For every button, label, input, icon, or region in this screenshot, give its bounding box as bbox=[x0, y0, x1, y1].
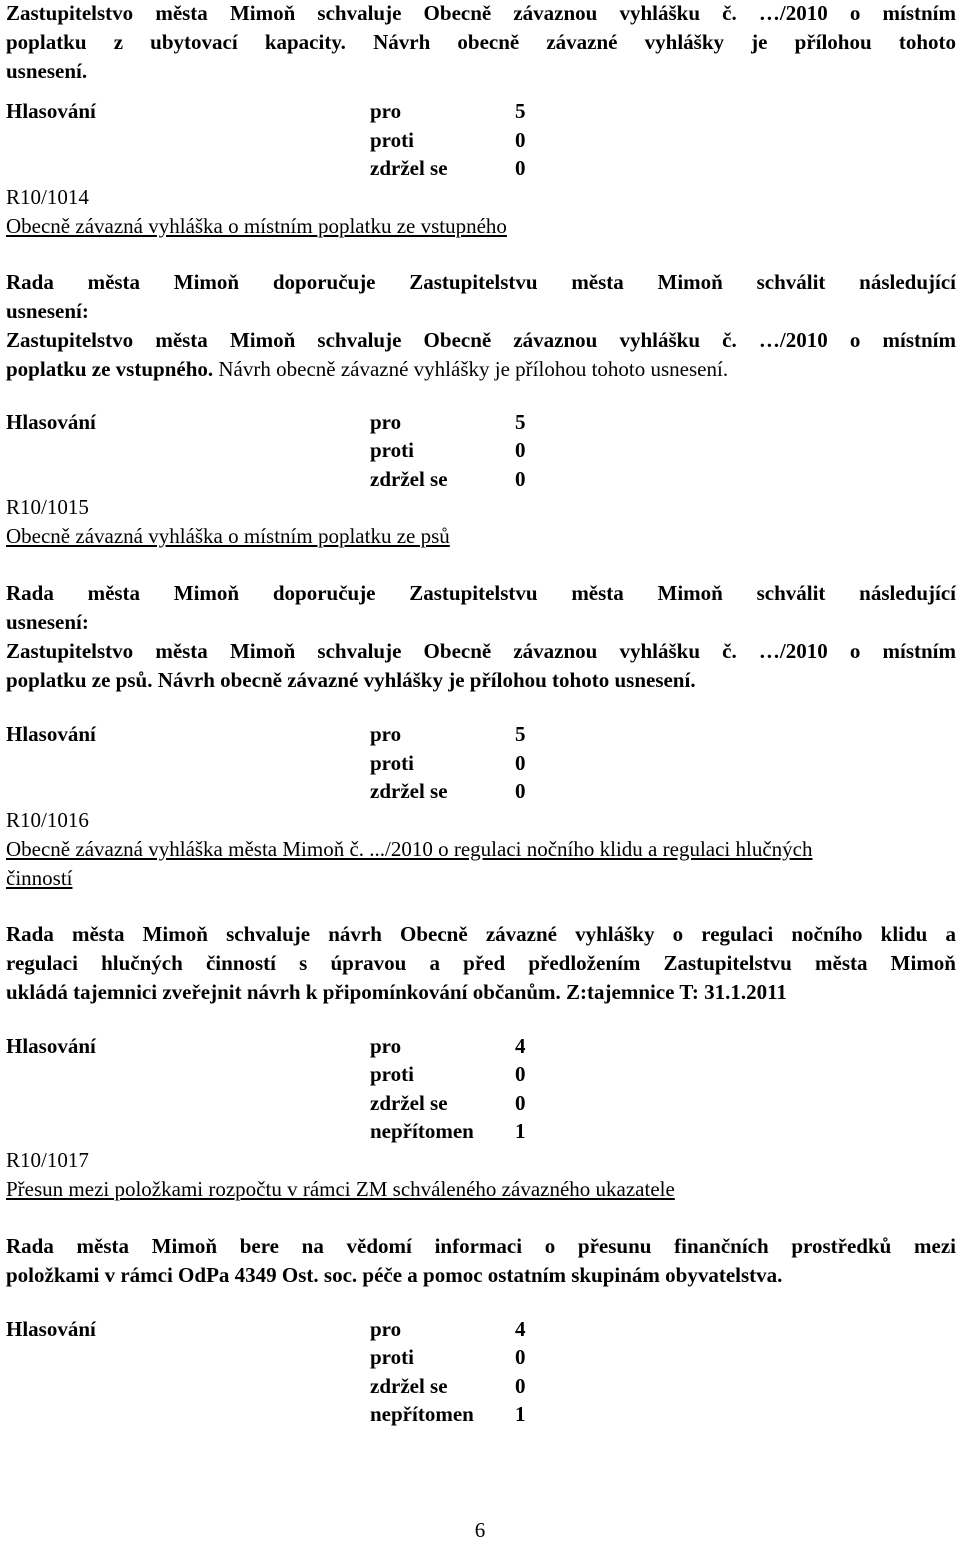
vote-key-pro: pro bbox=[370, 722, 402, 746]
vote-row-nepritomen bbox=[6, 1400, 956, 1429]
vote-value-proti: 0 bbox=[515, 1345, 526, 1369]
resolution-text-line-4: poplatku ze psů. Návrh obecně závazné vyhlášky je přílohou tohoto usnesení. bbox=[6, 668, 696, 692]
resolution-text-line-1: Rada města Mimoň schvaluje návrh Obecně závazné vyhlášky o regulaci nočního klidu a bbox=[6, 921, 956, 946]
resolution-text-line-1: Rada města Mimoň bere na vědomí informaci o přesunu finančních prostředků mezi bbox=[6, 1233, 956, 1258]
resolution-number: R10/1017 bbox=[6, 1147, 89, 1172]
resolution-number: R10/1014 bbox=[6, 184, 89, 209]
vote-heading: Hlasování bbox=[6, 99, 96, 123]
vote-key-nepritomen: nepřítomen bbox=[370, 1119, 474, 1143]
vote-value-proti: 0 bbox=[515, 1062, 526, 1086]
vote-heading: Hlasování bbox=[6, 1316, 96, 1341]
vote-row-proti bbox=[6, 126, 956, 155]
intro-line-3: usnesení. bbox=[6, 59, 88, 83]
vote-key-zdrzel: zdržel se bbox=[370, 466, 448, 491]
resolution-title-line-1: Obecně závazná vyhláška města Mimoň č. .../2010 o regulaci nočního klidu a regulaci hlučných bbox=[6, 836, 813, 861]
vote-row-proti bbox=[6, 436, 956, 465]
vote-block-1 bbox=[6, 97, 956, 183]
resolution-title-line-2: činností bbox=[6, 865, 73, 890]
resolution-text-line-2: položkami v rámci OdPa 4349 Ost. soc. péče a pomoc ostatním skupinám obyvatelstva. bbox=[6, 1262, 783, 1287]
vote-block-5 bbox=[6, 1315, 956, 1429]
resolution-text-line-4 bbox=[6, 355, 956, 384]
resolution-r1017 bbox=[6, 1146, 956, 1290]
vote-row-proti bbox=[6, 749, 956, 778]
resolution-text-line-3: Zastupitelstvo města Mimoň schvaluje Obecně závaznou vyhlášku č. …/2010 o místním bbox=[6, 639, 956, 663]
resolution-text-line-2: usnesení: bbox=[6, 610, 89, 634]
resolution-number: R10/1016 bbox=[6, 807, 89, 832]
vote-row-nepritomen bbox=[6, 1117, 956, 1146]
vote-value-zdrzel: 0 bbox=[515, 1373, 526, 1398]
resolution-text-line-3: ukládá tajemnici zveřejnit návrh k připomínkování občanům. Z:tajemnice T: 31.1.2011 bbox=[6, 979, 787, 1004]
resolution-text-line-4-rest: Návrh obecně závazné vyhlášky je přílohou tohoto usnesení. bbox=[213, 356, 729, 381]
resolution-text-line-3: Zastupitelstvo města Mimoň schvaluje Obecně závaznou vyhlášku č. …/2010 o místním bbox=[6, 327, 956, 352]
vote-value-pro: 5 bbox=[515, 409, 526, 434]
vote-row-proti bbox=[6, 1060, 956, 1089]
vote-key-proti: proti bbox=[370, 127, 414, 152]
vote-value-pro: 4 bbox=[515, 1316, 526, 1341]
resolution-r1016 bbox=[6, 806, 956, 1007]
intro-line-2: poplatku z ubytovací kapacity. Návrh obecně závazné vyhlášky je přílohou tohoto bbox=[6, 30, 956, 54]
vote-key-proti: proti bbox=[370, 438, 414, 462]
vote-row-zdrzel bbox=[6, 1089, 956, 1118]
vote-row-zdrzel bbox=[6, 465, 956, 494]
vote-key-pro: pro bbox=[370, 1033, 402, 1058]
resolution-text-line-1: Rada města Mimoň doporučuje Zastupitelstvu města Mimoň schválit následující bbox=[6, 269, 956, 294]
vote-heading: Hlasování bbox=[6, 722, 96, 746]
vote-row-zdrzel bbox=[6, 1372, 956, 1401]
resolution-text-line-1: Rada města Mimoň doporučuje Zastupitelstvu města Mimoň schválit následující bbox=[6, 581, 956, 605]
vote-value-pro: 5 bbox=[515, 99, 526, 123]
vote-value-proti: 0 bbox=[515, 750, 526, 775]
vote-key-proti: proti bbox=[370, 750, 414, 775]
vote-value-zdrzel: 0 bbox=[515, 466, 526, 491]
vote-key-pro: pro bbox=[370, 1316, 402, 1341]
vote-value-zdrzel: 0 bbox=[515, 156, 526, 180]
resolution-text-line-2: usnesení: bbox=[6, 298, 89, 323]
vote-key-pro: pro bbox=[370, 99, 402, 123]
document-page bbox=[6, 0, 956, 1429]
vote-row-pro bbox=[6, 1315, 956, 1344]
intro-line-1: Zastupitelstvo města Mimoň schvaluje Obecně závaznou vyhlášku č. …/2010 o místním bbox=[6, 1, 956, 25]
vote-row-pro bbox=[6, 97, 956, 126]
vote-row-proti bbox=[6, 1343, 956, 1372]
vote-key-zdrzel: zdržel se bbox=[370, 156, 448, 180]
vote-block-4 bbox=[6, 1032, 956, 1146]
vote-key-pro: pro bbox=[370, 409, 402, 434]
vote-key-zdrzel: zdržel se bbox=[370, 1090, 448, 1115]
vote-value-nepritomen: 1 bbox=[515, 1119, 526, 1143]
vote-row-zdrzel bbox=[6, 777, 956, 806]
resolution-r1015 bbox=[6, 493, 956, 695]
vote-block-3 bbox=[6, 720, 956, 806]
vote-value-zdrzel: 0 bbox=[515, 1090, 526, 1115]
vote-row-zdrzel bbox=[6, 154, 956, 183]
vote-block-2 bbox=[6, 408, 956, 494]
vote-row-pro bbox=[6, 408, 956, 437]
page-number: 6 bbox=[474, 1518, 486, 1542]
vote-key-proti: proti bbox=[370, 1062, 414, 1086]
resolution-text-line-2: regulaci hlučných činností s úpravou a před předložením Zastupitelstvu města Mimoň bbox=[6, 950, 956, 975]
intro-paragraph bbox=[6, 0, 956, 86]
resolution-title: Obecně závazná vyhláška o místním poplatku ze vstupného bbox=[6, 213, 507, 238]
vote-key-zdrzel: zdržel se bbox=[370, 1373, 448, 1398]
vote-heading: Hlasování bbox=[6, 409, 96, 434]
vote-row-pro bbox=[6, 1032, 956, 1061]
vote-value-nepritomen: 1 bbox=[515, 1402, 526, 1426]
vote-key-zdrzel: zdržel se bbox=[370, 779, 448, 803]
vote-value-pro: 5 bbox=[515, 722, 526, 746]
vote-key-proti: proti bbox=[370, 1345, 414, 1369]
vote-row-pro bbox=[6, 720, 956, 749]
resolution-r1014 bbox=[6, 183, 956, 384]
vote-value-proti: 0 bbox=[515, 438, 526, 462]
vote-heading: Hlasování bbox=[6, 1033, 96, 1058]
resolution-number: R10/1015 bbox=[6, 495, 89, 519]
vote-key-nepritomen: nepřítomen bbox=[370, 1402, 474, 1426]
resolution-title: Přesun mezi položkami rozpočtu v rámci ZM schváleného závazného ukazatele bbox=[6, 1176, 675, 1201]
resolution-text-line-4-bold: poplatku ze vstupného. bbox=[6, 356, 214, 381]
vote-value-zdrzel: 0 bbox=[515, 779, 526, 803]
vote-value-pro: 4 bbox=[515, 1033, 526, 1058]
resolution-title: Obecně závazná vyhláška o místním poplatku ze psů bbox=[6, 524, 450, 548]
vote-value-proti: 0 bbox=[515, 127, 526, 152]
